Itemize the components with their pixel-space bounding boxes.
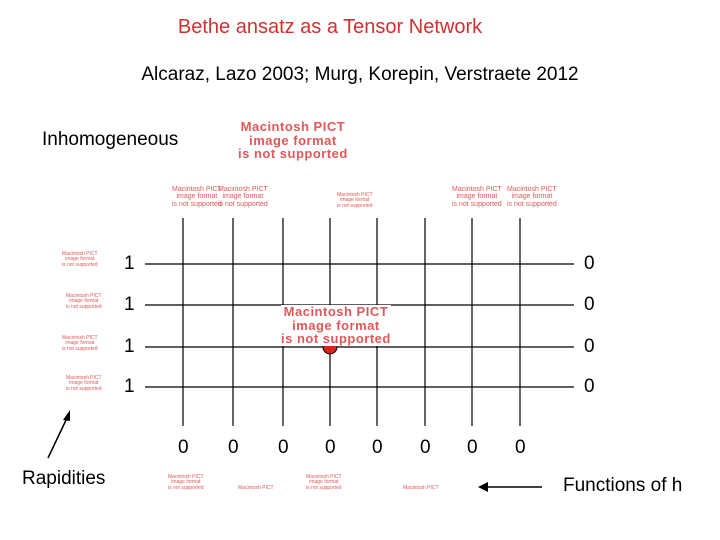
row-right-value: 0: [584, 294, 595, 315]
pict-placeholder-small: Macintosh PICT: [238, 485, 274, 491]
pict-placeholder-small: Macintosh PICT: [403, 485, 439, 491]
pict-placeholder-large: Macintosh PICT image format is not supported: [281, 304, 391, 347]
pict-placeholder-small: Macintosh PICT image format is not supported: [66, 293, 102, 310]
row-left-value: 1: [124, 336, 135, 357]
row-right-value: 0: [584, 336, 595, 357]
functions-arrow: [478, 482, 542, 492]
pict-placeholder-small: Macintosh PICT image format is not supported: [62, 251, 98, 268]
row-right-value: 0: [584, 376, 595, 397]
rapidities-label: Rapidities: [22, 468, 106, 489]
bottom-value: 0: [178, 437, 189, 458]
row-left-value: 1: [124, 294, 135, 315]
pict-placeholder-small: Macintosh PICT image format is not supported: [172, 186, 222, 208]
pict-placeholder-small: Macintosh PICT image format is not supported: [452, 186, 502, 208]
inhomogeneous-label: Inhomogeneous: [42, 129, 179, 150]
row-right-value: 0: [584, 253, 595, 274]
functions-of-h-label: Functions of h: [563, 475, 683, 496]
pict-placeholder-small: Macintosh PICT image format is not supported: [337, 192, 373, 209]
bottom-value: 0: [420, 437, 431, 458]
bottom-value: 0: [515, 437, 526, 458]
slide-title: Bethe ansatz as a Tensor Network: [177, 16, 483, 38]
rapidities-arrow: [48, 410, 70, 458]
pict-placeholder-small: Macintosh PICT image format is not supported: [306, 474, 342, 491]
pict-placeholder-small: Macintosh PICT image format is not supported: [62, 335, 98, 352]
bottom-value: 0: [325, 437, 336, 458]
pict-placeholder-small: Macintosh PICT image format is not supported: [168, 474, 204, 491]
row-left-value: 1: [124, 253, 135, 274]
slide-subtitle: Alcaraz, Lazo 2003; Murg, Korepin, Verstraete 2012: [141, 64, 579, 85]
pict-placeholder-small: Macintosh PICT image format is not supported: [218, 186, 268, 208]
pict-placeholder-small: Macintosh PICT image format is not supported: [507, 186, 557, 208]
bottom-value: 0: [467, 437, 478, 458]
bottom-value: 0: [278, 437, 289, 458]
bottom-value: 0: [372, 437, 383, 458]
bottom-value: 0: [228, 437, 239, 458]
row-left-value: 1: [124, 376, 135, 397]
pict-placeholder-small: Macintosh PICT image format is not supported: [66, 375, 102, 392]
pict-placeholder-large: Macintosh PICT image format is not supported: [238, 119, 348, 162]
